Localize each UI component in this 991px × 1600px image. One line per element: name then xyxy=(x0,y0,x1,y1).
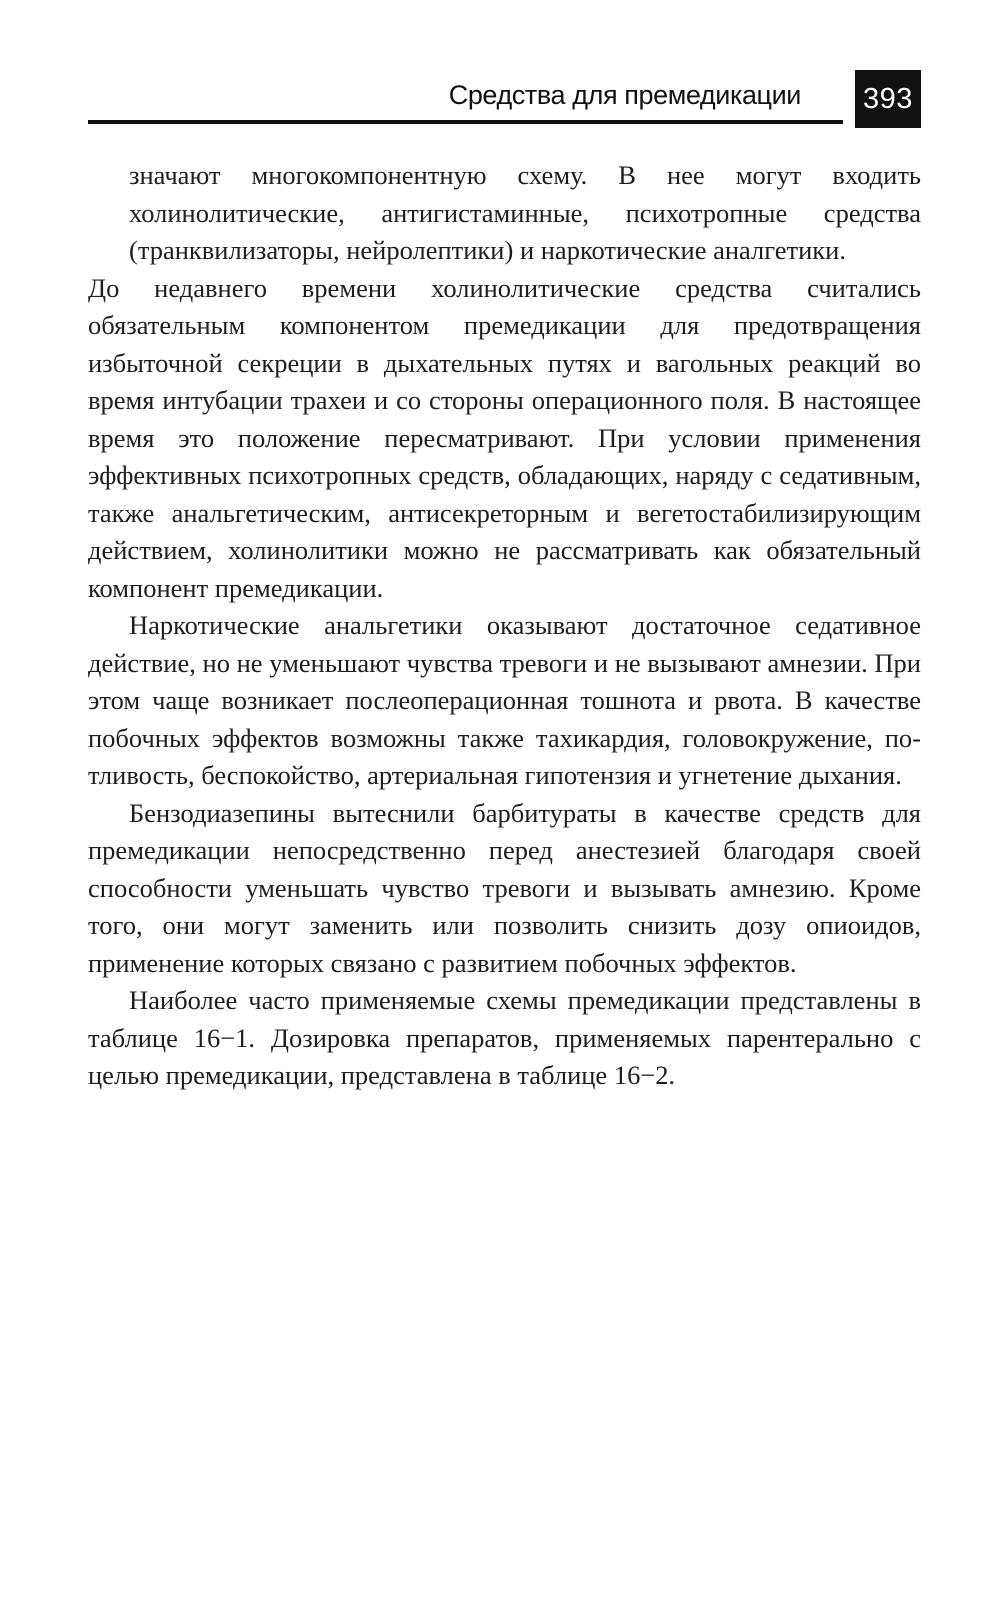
header-rule xyxy=(88,120,843,124)
paragraph-premedication-schemes: Наиболее часто применяемые схемы премедикации представлены в таблице 16−1. Дозировка препаратов, применяемых парентерально с целью премедикации, представлена в таблице 16−2. xyxy=(88,985,921,1090)
running-head xyxy=(88,70,921,130)
body-text xyxy=(88,157,921,1095)
paragraph-benzodiazepines: Бензодиазепины вытеснили барбитураты в качестве средств для премедикации непосредственно перед анестезией благодаря своей способности уменьшать чувство тревоги и вызывать амнезию. Кроме того, они могут заменить или позволить снизить дозу опиоидов, применение которых связано с развитием побочных эффектов. xyxy=(88,797,921,978)
paragraph-narcotic-analgesics: Наркотические анальгетики оказывают достаточное седативное действие, но не уменьшают чувства тревоги и не вызывают амнезии. При этом чаще возникает послеоперационная тошнота и рвота. В качестве побочных эффектов возможны также тахикардия, головокружение, потливость, беспокойство, артериальная гипотензия и угнетение дыхания. xyxy=(88,610,921,790)
paragraph-cholinolytics: До недавнего времени холинолитические средства считались обязательным компонентом премедикации для предотвращения избыточной секреции в дыхательных путях и вагольных реакций во время интубации трахеи и со стороны операционного поля. В настоящее время это положение пересматривают. При условии применения эффективных психотропных средств, обладающих, наряду с седативным, также анальгетическим, антисекреторным и вегетостабилизирующим действием, холинолитики можно не рассматривать как обязательный компонент премедикации. xyxy=(88,272,921,603)
page-number: 393 xyxy=(855,70,921,128)
running-head-title: Средства для премедикации xyxy=(448,80,801,110)
paragraph-list-continuation: значают многокомпонентную схему. В нее могут входить холинолитические, антигистаминные, психотропные средства (транквилизаторы, нейролептики) и наркотические аналгетики. xyxy=(129,160,921,265)
